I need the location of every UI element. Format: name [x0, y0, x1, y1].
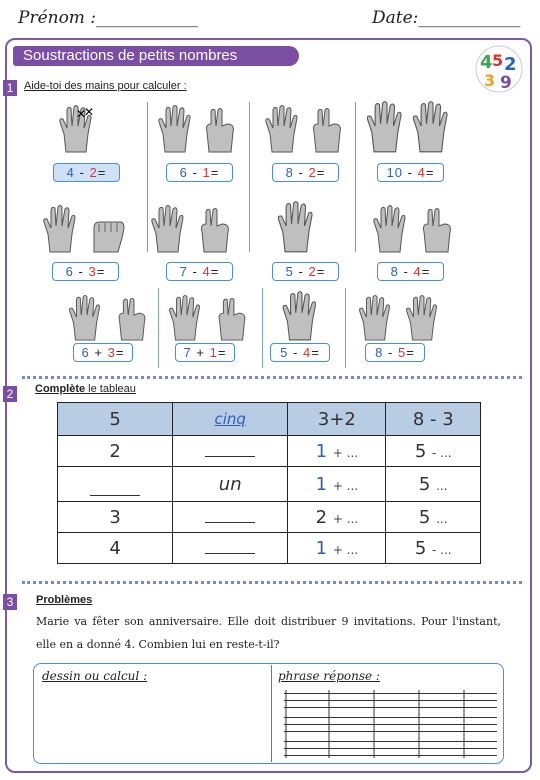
- equation-box[interactable]: 8 - 4=: [377, 262, 444, 281]
- hands-pair: [148, 204, 240, 256]
- svg-text:5: 5: [492, 51, 504, 70]
- hands-pair: [370, 204, 462, 256]
- dotted-divider: [22, 581, 522, 584]
- hands-pair: [262, 104, 352, 156]
- table-cell[interactable]: [173, 502, 288, 533]
- table-row: [58, 436, 481, 467]
- equation-box[interactable]: 5 - 2=: [272, 262, 339, 281]
- hands-pair: [65, 294, 157, 344]
- hands-pair: [40, 204, 132, 256]
- table-cell[interactable]: 5 - ...: [386, 436, 481, 467]
- equation-box[interactable]: 6 + 3=: [73, 343, 133, 362]
- table-cell[interactable]: 1 + ...: [288, 436, 386, 467]
- page-title: Soustractions de petits nombres: [13, 46, 299, 66]
- section1-instruction: Aide-toi des mains pour calculer :: [24, 80, 187, 92]
- table-row: [58, 467, 481, 502]
- svg-text:✕: ✕: [76, 107, 87, 121]
- dotted-divider: [22, 376, 522, 379]
- table-cell[interactable]: 1 + ...: [288, 467, 386, 502]
- column-divider: [262, 288, 263, 368]
- svg-text:2: 2: [504, 54, 517, 75]
- table-cell: 2: [58, 436, 173, 467]
- numbers-logo-icon: [474, 44, 524, 94]
- prenom-field-label: Prénom :____________: [18, 8, 199, 28]
- svg-text:9: 9: [500, 73, 512, 93]
- table-row: [58, 502, 481, 533]
- table-cell[interactable]: [173, 436, 288, 467]
- number-table: [57, 402, 481, 564]
- hands-pair: [365, 100, 455, 156]
- column-divider: [249, 102, 250, 252]
- column-divider: [355, 102, 356, 252]
- table-cell: 4: [58, 533, 173, 564]
- column-divider: [158, 288, 159, 368]
- table-header-row: [58, 403, 481, 436]
- equation-box[interactable]: 10 - 4=: [377, 163, 444, 182]
- table-header-cell: 5: [58, 403, 173, 436]
- table-header-cell: cinq: [173, 403, 288, 436]
- table-cell: 3: [58, 502, 173, 533]
- section3-title: Problèmes: [36, 594, 93, 606]
- table-cell[interactable]: 5 ...: [386, 467, 481, 502]
- column-divider: [345, 288, 346, 368]
- table-cell[interactable]: 2 + ...: [288, 502, 386, 533]
- answer-blank[interactable]: [205, 539, 255, 554]
- section-number-3: 3: [3, 594, 17, 610]
- svg-text:3: 3: [484, 71, 496, 90]
- answer-blank[interactable]: [205, 442, 255, 457]
- answer-blank[interactable]: [90, 481, 140, 496]
- answer-sentence-label: phrase réponse :: [278, 669, 380, 683]
- hands-pair: [355, 294, 447, 344]
- table-cell[interactable]: [173, 533, 288, 564]
- hand: [275, 200, 325, 256]
- equation-box[interactable]: 4 - 2=: [53, 163, 120, 182]
- section-number-2: 2: [3, 386, 17, 402]
- table-cell[interactable]: 1 + ...: [288, 533, 386, 564]
- table-header-cell: 3+2: [288, 403, 386, 436]
- hands-pair: [155, 104, 245, 156]
- table-cell[interactable]: [58, 467, 173, 502]
- hands-pair: [58, 104, 138, 156]
- equation-box[interactable]: 8 - 5=: [365, 343, 425, 362]
- table-row: [58, 533, 481, 564]
- table-cell[interactable]: 5 ...: [386, 502, 481, 533]
- svg-text:4: 4: [480, 52, 493, 73]
- hand: [280, 290, 330, 344]
- equation-box[interactable]: 5 - 4=: [270, 343, 330, 362]
- section2-instruction: Complète le tableau: [35, 383, 136, 395]
- equation-box[interactable]: 7 + 1=: [175, 343, 235, 362]
- svg-text:✕: ✕: [84, 105, 95, 119]
- equation-box[interactable]: 6 - 1=: [166, 163, 233, 182]
- problem-text: Marie va fêter son anniversaire. Elle doit distribuer 9 invitations. Pour l'instant, elle en a donné 4. Combien lui en reste-t-il?: [36, 615, 501, 651]
- equation-box[interactable]: 7 - 4=: [166, 262, 233, 281]
- date-field-label: Date:____________: [372, 8, 521, 28]
- equation-box[interactable]: 6 - 3=: [52, 262, 119, 281]
- hands-pair: [165, 294, 257, 344]
- writing-grid-verticals: [284, 690, 497, 760]
- table-cell: un: [173, 467, 288, 502]
- table-cell[interactable]: 5 - ...: [386, 533, 481, 564]
- table-header-cell: 8 - 3: [386, 403, 481, 436]
- drawing-area-label: dessin ou calcul :: [42, 669, 148, 683]
- workbox-divider: [271, 665, 272, 762]
- answer-blank[interactable]: [205, 508, 255, 523]
- section-number-1: 1: [3, 80, 17, 96]
- equation-box[interactable]: 8 - 2=: [272, 163, 339, 182]
